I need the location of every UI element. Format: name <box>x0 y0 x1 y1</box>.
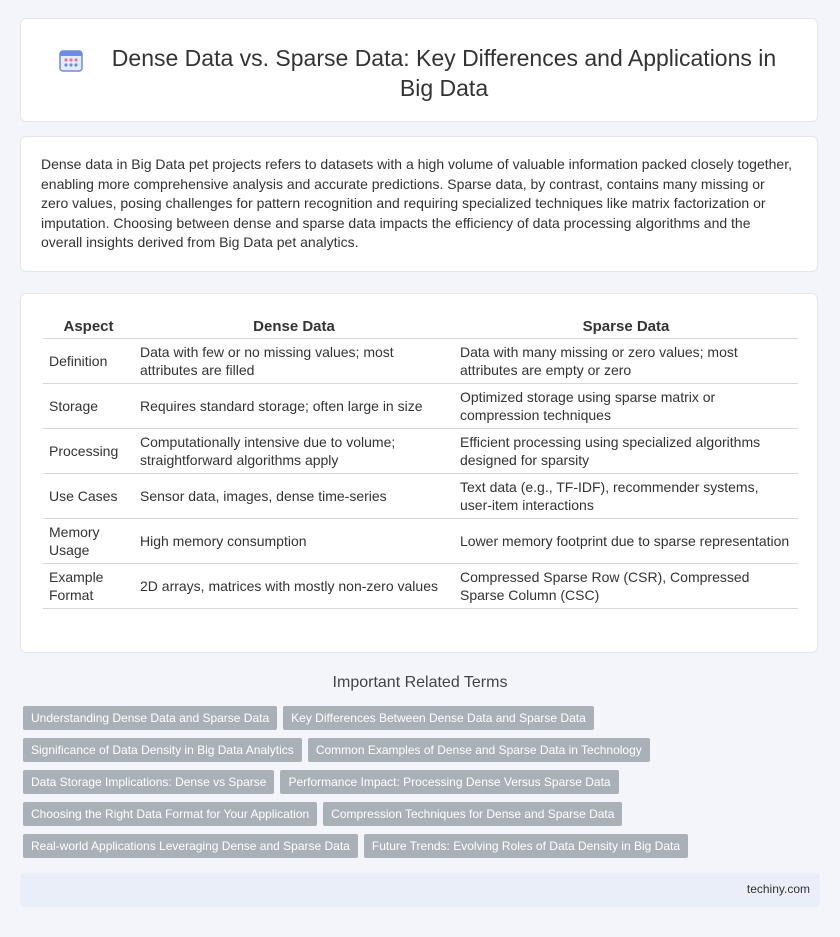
page-title: Dense Data vs. Sparse Data: Key Differences and Applications in Big Data <box>111 45 777 101</box>
related-term-tag[interactable]: Understanding Dense Data and Sparse Data <box>23 706 277 730</box>
cell-aspect: Memory Usage <box>43 519 134 564</box>
table-row <box>43 429 798 474</box>
related-terms-list <box>23 706 823 866</box>
header-dense: Dense Data <box>134 314 454 339</box>
table-row <box>43 564 798 609</box>
tag-row <box>23 802 823 826</box>
related-term-tag[interactable]: Data Storage Implications: Dense vs Sparse <box>23 770 274 794</box>
header-aspect: Aspect <box>43 314 134 339</box>
cell-dense: 2D arrays, matrices with mostly non-zero values <box>134 564 454 609</box>
cell-dense: Data with few or no missing values; most attributes are filled <box>134 339 454 384</box>
cell-dense: Sensor data, images, dense time-series <box>134 474 454 519</box>
cell-sparse: Text data (e.g., TF-IDF), recommender systems, user-item interactions <box>454 474 798 519</box>
related-term-tag[interactable]: Real-world Applications Leveraging Dense and Sparse Data <box>23 834 358 858</box>
cell-dense: Computationally intensive due to volume; straightforward algorithms apply <box>134 429 454 474</box>
related-terms-heading: Important Related Terms <box>332 674 508 691</box>
tag-row <box>23 770 823 794</box>
header-sparse: Sparse Data <box>454 314 798 339</box>
cell-aspect: Definition <box>43 339 134 384</box>
table-row <box>43 474 798 519</box>
table-row <box>43 339 798 384</box>
cell-aspect: Example Format <box>43 564 134 609</box>
intro-card <box>20 136 818 272</box>
related-term-tag[interactable]: Key Differences Between Dense Data and Sparse Data <box>283 706 594 730</box>
cell-sparse: Compressed Sparse Row (CSR), Compressed Sparse Column (CSC) <box>454 564 798 609</box>
cell-sparse: Efficient processing using specialized algorithms designed for sparsity <box>454 429 798 474</box>
cell-dense: Requires standard storage; often large in size <box>134 384 454 429</box>
related-term-tag[interactable]: Significance of Data Density in Big Data Analytics <box>23 738 302 762</box>
tag-row <box>23 706 823 730</box>
comparison-table <box>43 314 798 609</box>
cell-sparse: Optimized storage using sparse matrix or compression techniques <box>454 384 798 429</box>
comparison-card <box>20 293 818 653</box>
table-header-row <box>43 314 798 339</box>
title-card <box>20 18 818 122</box>
cell-sparse: Lower memory footprint due to sparse representation <box>454 519 798 564</box>
cell-aspect: Use Cases <box>43 474 134 519</box>
related-term-tag[interactable]: Common Examples of Dense and Sparse Data in Technology <box>308 738 650 762</box>
cell-sparse: Data with many missing or zero values; most attributes are empty or zero <box>454 339 798 384</box>
table-row <box>43 519 798 564</box>
table-row <box>43 384 798 429</box>
cell-dense: High memory consumption <box>134 519 454 564</box>
footer <box>20 873 820 907</box>
cell-aspect: Storage <box>43 384 134 429</box>
related-term-tag[interactable]: Compression Techniques for Dense and Sparse Data <box>323 802 622 826</box>
cell-aspect: Processing <box>43 429 134 474</box>
related-term-tag[interactable]: Choosing the Right Data Format for Your Application <box>23 802 317 826</box>
tag-row <box>23 738 823 762</box>
related-term-tag[interactable]: Performance Impact: Processing Dense Versus Sparse Data <box>280 770 618 794</box>
tag-row <box>23 834 823 858</box>
intro-paragraph: Dense data in Big Data pet projects refers to datasets with a high volume of valuable information packed closely together, enabling more comprehensive analysis and accurate predictions. Sparse data, by contrast, contains many missing or zero values, posing challenges for pattern recognition and requiring specialized techniques like matrix factorization or imputation. Choosing between dense and sparse data impacts the efficiency of data processing algorithms and the overall insights derived from Big Data pet analytics. <box>41 156 792 250</box>
related-term-tag[interactable]: Future Trends: Evolving Roles of Data Density in Big Data <box>364 834 688 858</box>
footer-site-link[interactable]: techiny.com <box>746 882 810 896</box>
